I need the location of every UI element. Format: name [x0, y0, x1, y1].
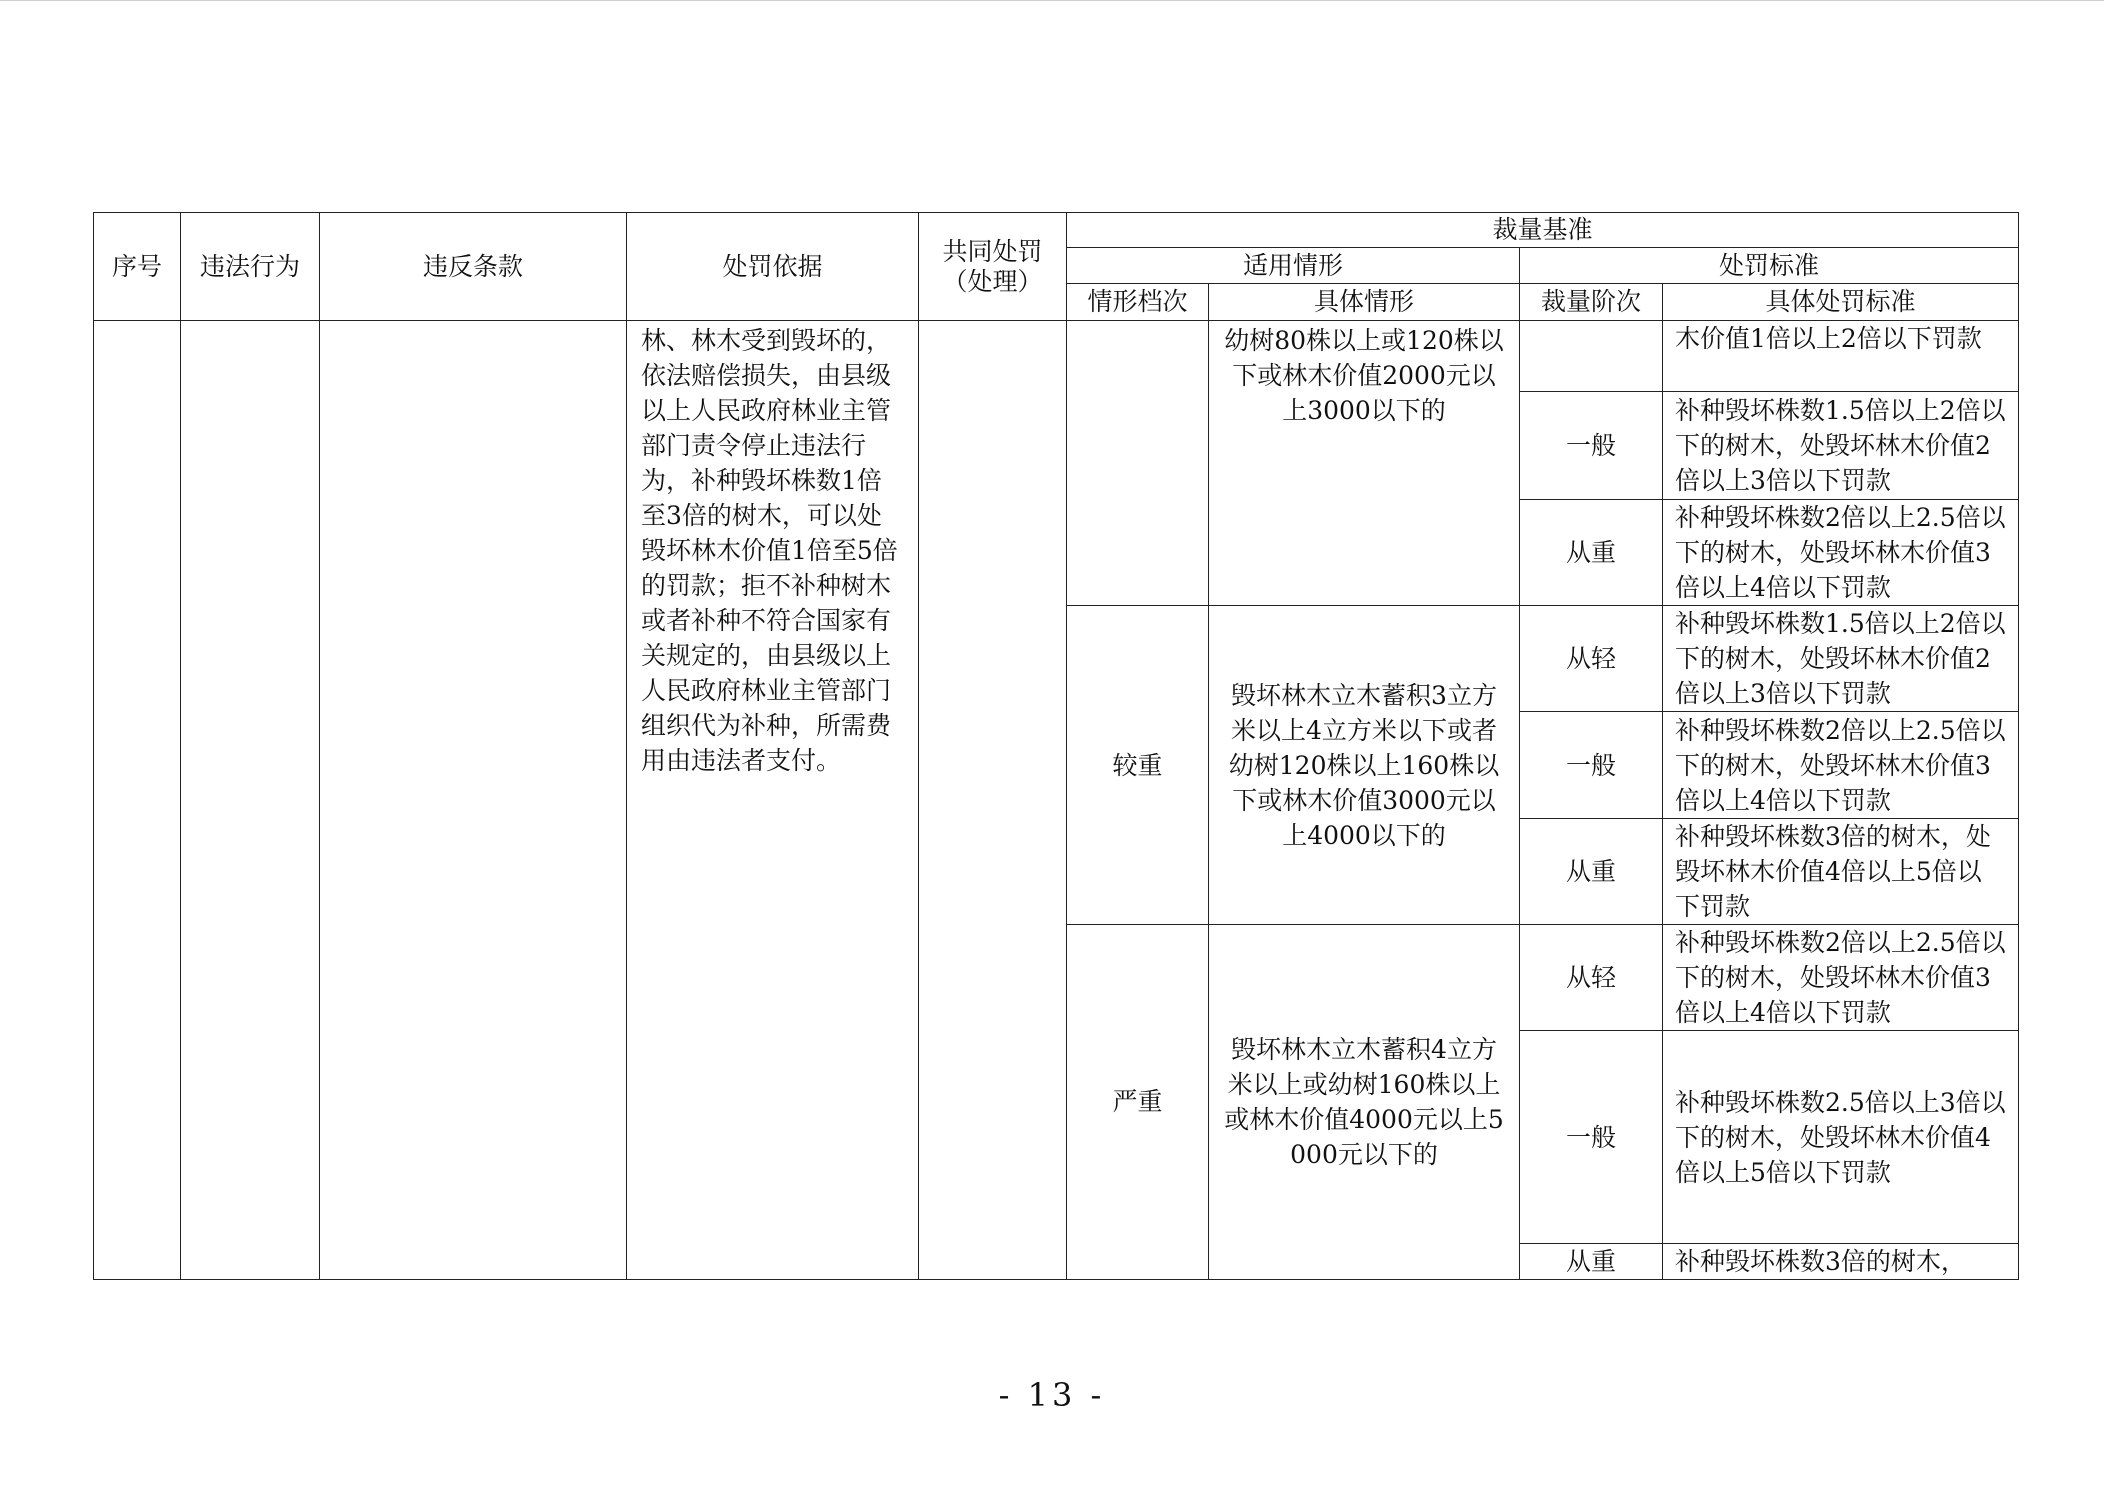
page-number: - 13 - — [998, 1376, 1106, 1414]
joint-penalty-cell — [919, 321, 1067, 1280]
header-joint-penalty: 共同处罚 （处理） — [919, 213, 1067, 321]
penalty-standard-cell: 补种毁坏株数2.5倍以上3倍以下的树木，处毁坏林木价值4倍以上5倍以下罚款 — [1663, 1031, 2019, 1244]
discretion-level-cell: 从轻 — [1520, 924, 1663, 1030]
header-discretion-level: 裁量阶次 — [1520, 284, 1663, 321]
header-basis: 处罚依据 — [627, 213, 919, 321]
clause-cell — [320, 321, 627, 1280]
discretion-level-cell: 从重 — [1520, 818, 1663, 924]
discretion-level-cell — [1520, 321, 1663, 392]
penalty-standard-cell: 补种毁坏株数1.5倍以上2倍以下的树木，处毁坏林木价值2倍以上3倍以下罚款 — [1663, 606, 2019, 712]
behavior-cell — [181, 321, 320, 1280]
discretion-table — [93, 212, 2019, 1280]
discretion-level-cell: 从轻 — [1520, 606, 1663, 712]
discretion-level-cell: 从重 — [1520, 1243, 1663, 1279]
penalty-standard-cell: 补种毁坏株数2倍以上2.5倍以下的树木，处毁坏林木价值3倍以上4倍以下罚款 — [1663, 712, 2019, 818]
top-rule — [0, 0, 2104, 1]
header-penalty-standard: 处罚标准 — [1520, 248, 2019, 284]
header-specific-situation: 具体情形 — [1209, 284, 1520, 321]
penalty-standard-cell: 木价值1倍以上2倍以下罚款 — [1663, 321, 2019, 392]
basis-text: 林、林木受到毁坏的，依法赔偿损失，由县级以上人民政府林业主管部门责令停止违法行为，补种毁坏株数1倍至3倍的树木，可以处毁坏林木价值1倍至5倍的罚款；拒不补种树木或者补种不符合国家有关规定的，由县级以上人民政府林业主管部门组织代为补种，所需费用由违法者支付。 — [627, 321, 919, 1280]
discretion-level-cell: 一般 — [1520, 1031, 1663, 1244]
penalty-standard-cell: 补种毁坏株数3倍的树木，处毁坏林木价值4倍以上5倍以下罚款 — [1663, 818, 2019, 924]
penalty-standard-cell: 补种毁坏株数3倍的树木， — [1663, 1243, 2019, 1279]
level-cell: 较重 — [1067, 606, 1209, 925]
penalty-standard-cell: 补种毁坏株数1.5倍以上2倍以下的树木，处毁坏林木价值2倍以上3倍以下罚款 — [1663, 392, 2019, 499]
header-applicable: 适用情形 — [1067, 248, 1520, 284]
header-discretion: 裁量基准 — [1067, 213, 2019, 248]
header-behavior: 违法行为 — [181, 213, 320, 321]
level-cell: 严重 — [1067, 924, 1209, 1279]
header-specific-standard: 具体处罚标准 — [1663, 284, 2019, 321]
seq-cell — [94, 321, 181, 1280]
penalty-standard-cell: 补种毁坏株数2倍以上2.5倍以下的树木，处毁坏林木价值3倍以上4倍以下罚款 — [1663, 924, 2019, 1030]
header-seq: 序号 — [94, 213, 181, 321]
discretion-level-cell: 从重 — [1520, 499, 1663, 605]
discretion-level-cell: 一般 — [1520, 712, 1663, 818]
header-clause: 违反条款 — [320, 213, 627, 321]
situation-cell: 毁坏林木立木蓄积4立方米以上或幼树160株以上或林木价值4000元以上5000元以下的 — [1209, 924, 1520, 1279]
discretion-level-cell: 一般 — [1520, 392, 1663, 499]
penalty-standard-cell: 补种毁坏株数2倍以上2.5倍以下的树木，处毁坏林木价值3倍以上4倍以下罚款 — [1663, 499, 2019, 605]
level-cell — [1067, 321, 1209, 606]
situation-cell: 幼树80株以上或120株以下或林木价值2000元以上3000以下的 — [1209, 321, 1520, 606]
situation-cell: 毁坏林木立木蓄积3立方米以上4立方米以下或者幼树120株以上160株以下或林木价值3000元以上4000以下的 — [1209, 606, 1520, 925]
header-level: 情形档次 — [1067, 284, 1209, 321]
